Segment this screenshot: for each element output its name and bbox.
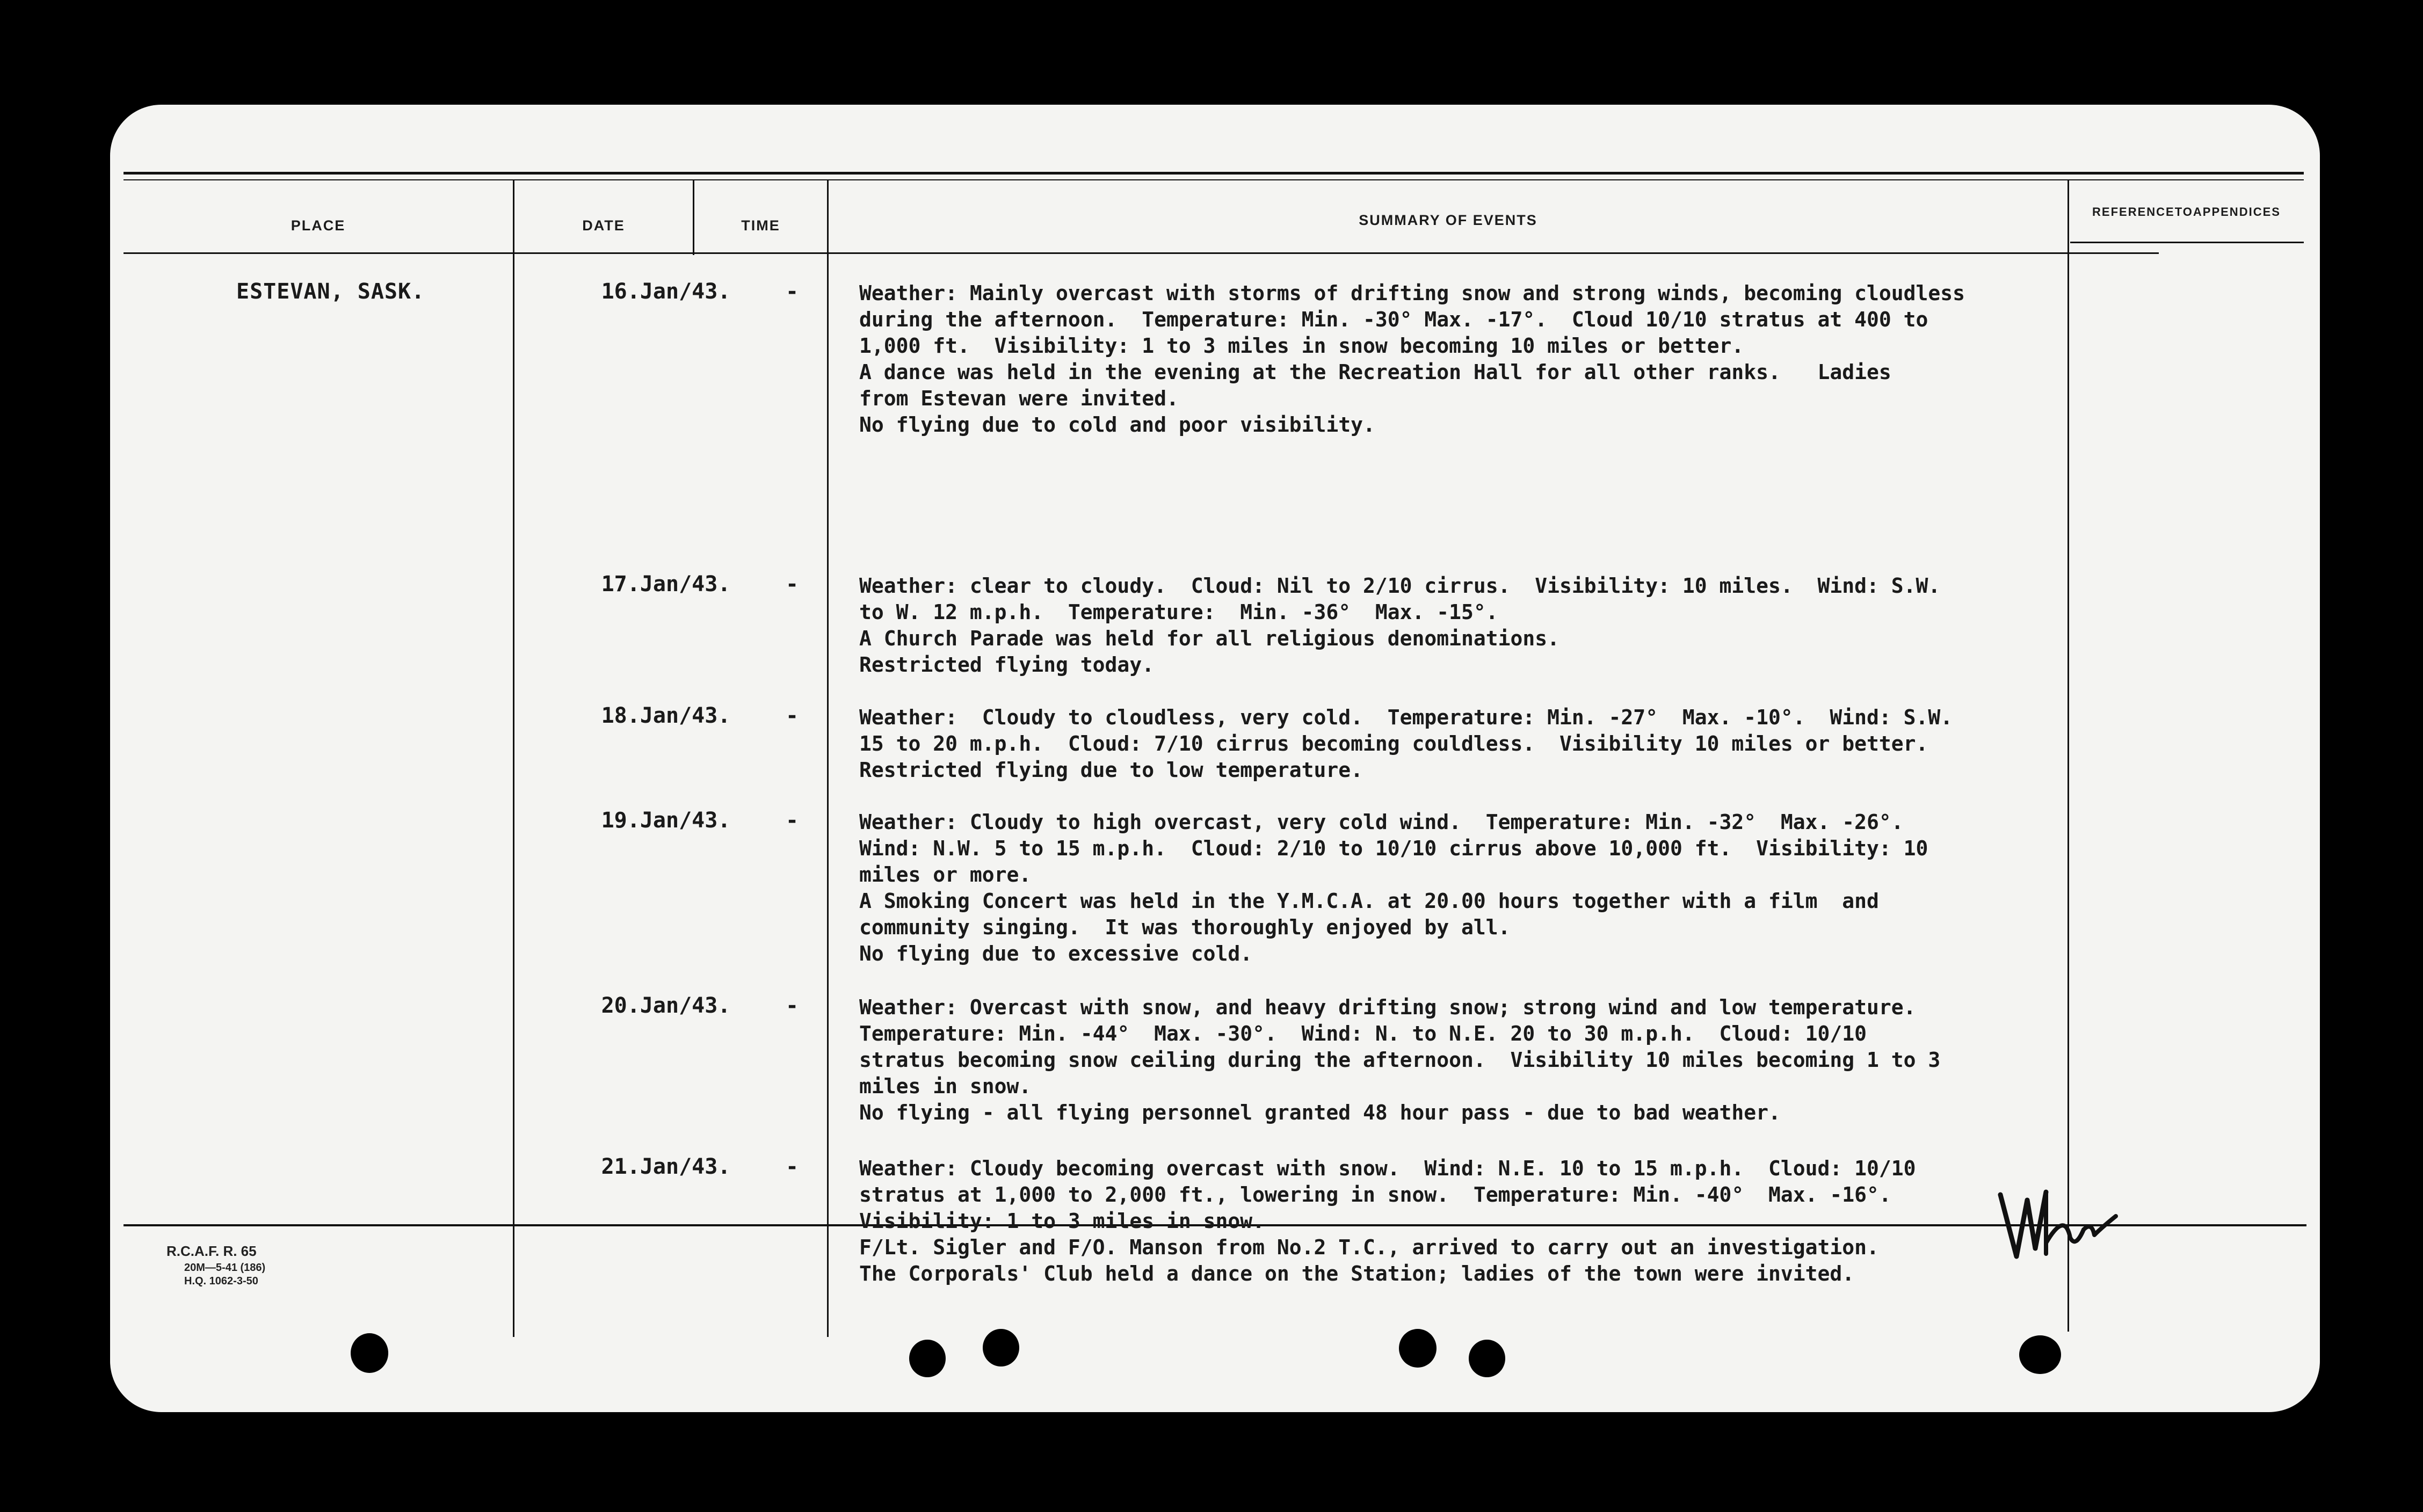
summary-line: Weather: Cloudy becoming overcast with snow. Wind: N.E. 10 to 15 m.p.h. Cloud: 10/10	[859, 1157, 1916, 1180]
summary-line: to W. 12 m.p.h. Temperature: Min. -36° Max. -15°.	[859, 600, 1498, 624]
summary-line: A Church Parade was held for all religious denominations.	[859, 627, 1560, 650]
summary-line: The Corporals' Club held a dance on the Station; ladies of the town were invited.	[859, 1262, 1855, 1285]
form-code-line-2: 20M—5-41 (186)	[184, 1262, 266, 1274]
entry-time: -	[785, 993, 799, 1018]
place-entry: ESTEVAN, SASK.	[236, 279, 425, 304]
punch-hole	[351, 1333, 388, 1373]
entry-summary	[859, 280, 2186, 438]
summary-line: Weather: Mainly overcast with storms of drifting snow and strong winds, becoming cloudless	[859, 281, 1965, 305]
summary-line: A dance was held in the evening at the Recreation Hall for all other ranks. Ladies	[859, 360, 1891, 384]
summary-line: Weather: Overcast with snow, and heavy drifting snow; strong wind and low temperature.	[859, 995, 1916, 1019]
summary-line: miles in snow.	[859, 1074, 1032, 1098]
reference-line-2: TO	[2174, 205, 2193, 219]
summary-line: miles or more.	[859, 863, 1032, 886]
summary-line: stratus at 1,000 to 2,000 ft., lowering in snow. Temperature: Min. -40° Max. -16°.	[859, 1183, 1891, 1206]
summary-line: from Estevan were invited.	[859, 387, 1179, 410]
punch-hole	[2019, 1335, 2061, 1374]
punch-hole	[909, 1340, 946, 1377]
summary-line: No flying - all flying personnel granted 48 hour pass - due to bad weather.	[859, 1101, 1781, 1124]
entry-date: 19.Jan/43.	[601, 808, 731, 833]
entry-time: -	[785, 703, 799, 728]
column-divider-place	[513, 180, 514, 1337]
form-code	[164, 1243, 265, 1288]
summary-line: No flying due to excessive cold.	[859, 942, 1253, 965]
entry-summary	[859, 809, 2186, 967]
summary-line: Restricted flying due to low temperature.	[859, 758, 1363, 782]
summary-line: Visibility: 1 to 3 miles in snow.	[859, 1209, 1265, 1233]
column-header-date: DATE	[582, 217, 625, 234]
header-bottom-rule	[124, 252, 2159, 254]
summary-line: A Smoking Concert was held in the Y.M.C.A. at 20.00 hours together with a film and	[859, 889, 1879, 913]
entry-summary	[859, 704, 2186, 783]
column-header-summary: SUMMARY OF EVENTS	[1359, 212, 1537, 228]
header-top-rule-thin	[124, 179, 2304, 180]
entry-date: 20.Jan/43.	[601, 993, 731, 1018]
summary-line: 1,000 ft. Visibility: 1 to 3 miles in snow becoming 10 miles or better.	[859, 334, 1744, 358]
entry-time: -	[785, 572, 799, 597]
summary-line: F/Lt. Sigler and F/O. Manson from No.2 T.C., arrived to carry out an investigation.	[859, 1235, 1879, 1259]
summary-line: Wind: N.W. 5 to 15 m.p.h. Cloud: 2/10 to 10/10 cirrus above 10,000 ft. Visibility: 10	[859, 837, 1928, 860]
entry-date: 17.Jan/43.	[601, 572, 731, 597]
entry-date: 16.Jan/43.	[601, 279, 731, 304]
summary-line: during the afternoon. Temperature: Min. -30° Max. -17°. Cloud 10/10 stratus at 400 to	[859, 308, 1928, 331]
diary-card	[110, 105, 2320, 1412]
summary-line: Weather: Cloudy to cloudless, very cold. Temperature: Min. -27° Max. -10°. Wind: S.W.	[859, 706, 1953, 729]
column-header-reference	[2069, 185, 2304, 239]
entry-date: 18.Jan/43.	[601, 703, 731, 728]
punch-hole	[1469, 1340, 1505, 1377]
summary-line: stratus becoming snow ceiling during the afternoon. Visibility 10 miles becoming 1 to 3	[859, 1048, 1941, 1072]
form-code-line-1: R.C.A.F. R. 65	[166, 1243, 257, 1259]
reference-header-rule	[2070, 242, 2304, 243]
reference-line-3: APPENDICES	[2193, 205, 2281, 219]
entry-date: 21.Jan/43.	[601, 1154, 731, 1179]
entry-time: -	[785, 279, 799, 304]
summary-line: Temperature: Min. -44° Max. -30°. Wind: N. to N.E. 20 to 30 m.p.h. Cloud: 10/10	[859, 1022, 1867, 1045]
column-header-time: TIME	[741, 217, 780, 234]
entry-time: -	[785, 808, 799, 833]
handwritten-initials-signature	[1995, 1179, 2124, 1264]
entry-summary	[859, 994, 2186, 1126]
form-code-line-3: H.Q. 1062-3-50	[184, 1275, 258, 1287]
punch-hole	[1399, 1329, 1437, 1368]
column-header-place: PLACE	[291, 217, 346, 234]
punch-hole	[983, 1329, 1019, 1366]
summary-line: community singing. It was thoroughly enjoyed by all.	[859, 915, 1511, 939]
summary-line: 15 to 20 m.p.h. Cloud: 7/10 cirrus becoming couldless. Visibility 10 miles or better.	[859, 732, 1928, 755]
header-top-rule	[124, 172, 2304, 175]
summary-line: Restricted flying today.	[859, 653, 1155, 677]
summary-line: Weather: Cloudy to high overcast, very cold wind. Temperature: Min. -32° Max. -26°.	[859, 810, 1904, 834]
entry-time: -	[785, 1154, 799, 1179]
summary-line: No flying due to cold and poor visibility.	[859, 413, 1375, 437]
entry-summary	[859, 1155, 2186, 1287]
summary-line: Weather: clear to cloudy. Cloud: Nil to 2/10 cirrus. Visibility: 10 miles. Wind: S.W.	[859, 574, 1941, 598]
reference-line-1: REFERENCE	[2092, 205, 2175, 219]
entry-summary	[859, 573, 2186, 678]
